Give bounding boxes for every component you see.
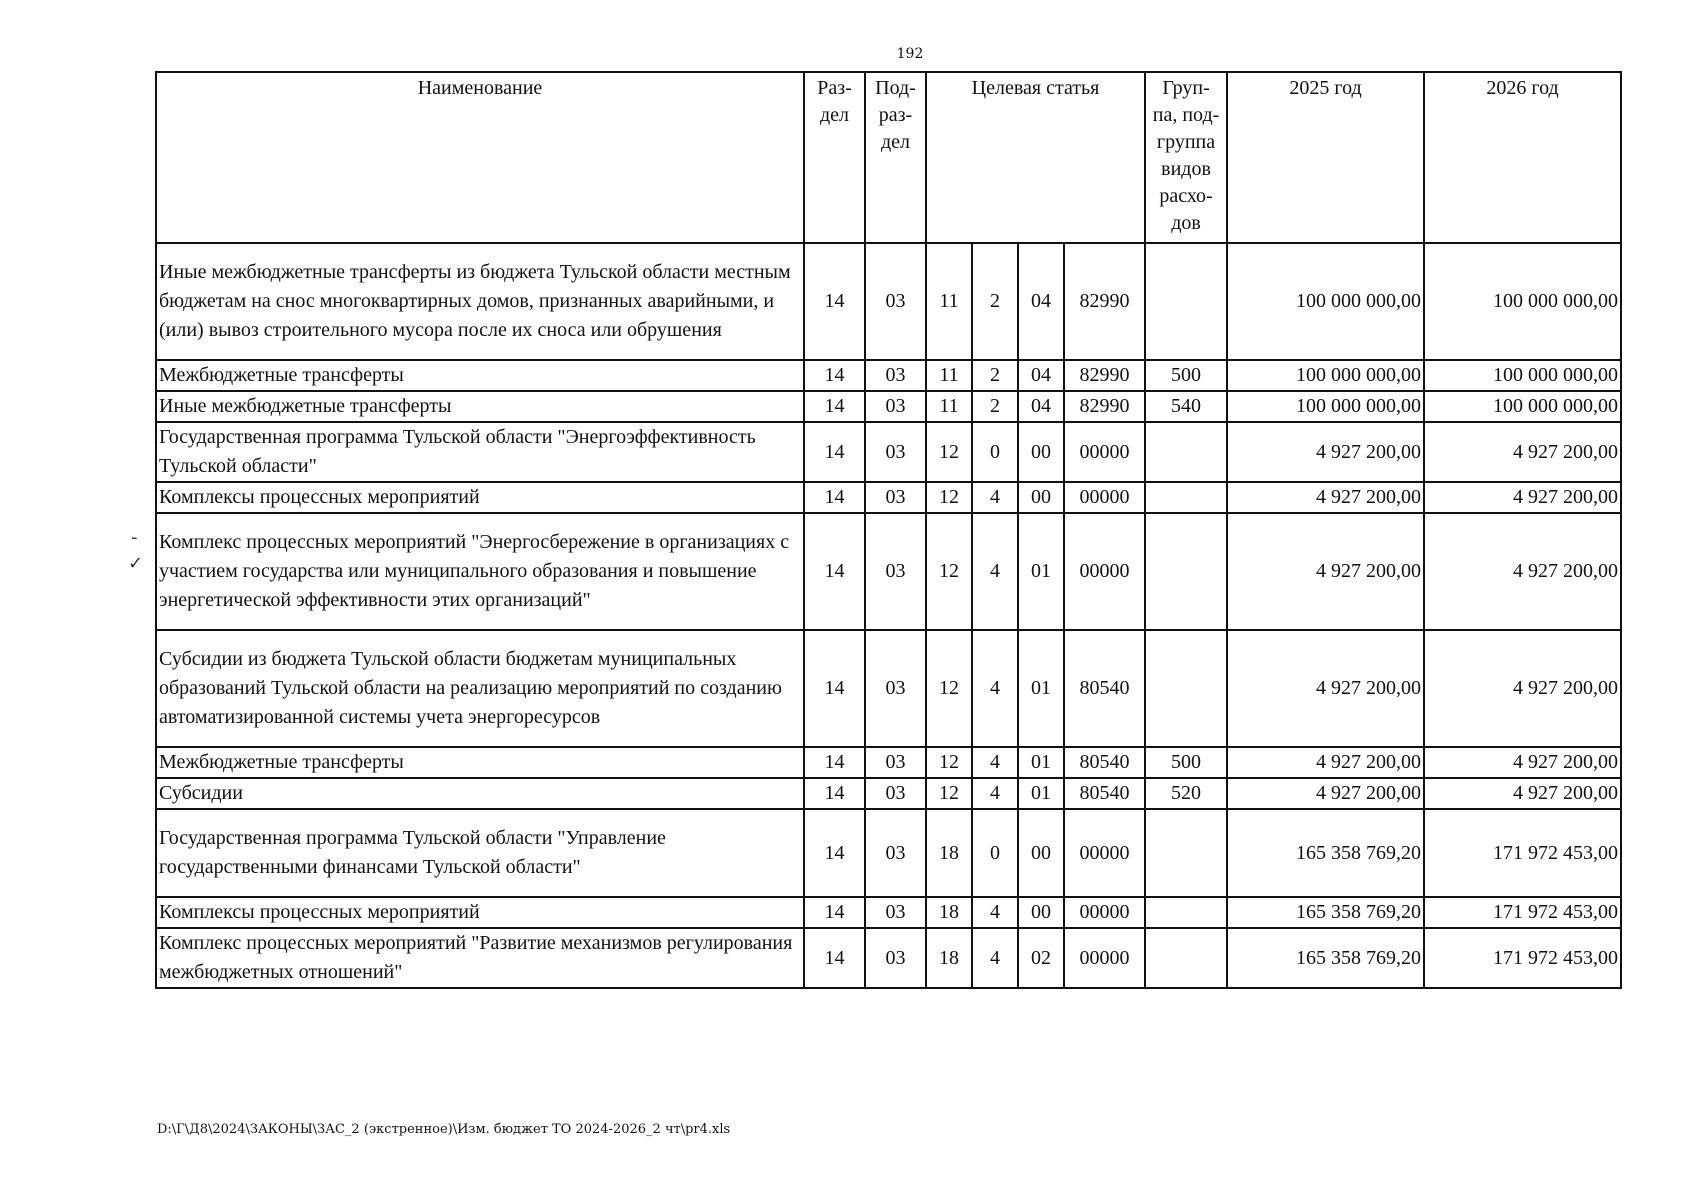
- cell-section: 14: [804, 747, 865, 778]
- cell-target-program: 18: [926, 809, 972, 897]
- table-row: [156, 243, 1621, 360]
- cell-name: Комплексы процессных мероприятий: [156, 482, 804, 513]
- cell-amount-2025: 4 927 200,00: [1227, 482, 1424, 513]
- cell-amount-2026: 4 927 200,00: [1424, 482, 1621, 513]
- cell-amount-2026: 171 972 453,00: [1424, 928, 1621, 988]
- cell-subsection: 03: [865, 482, 926, 513]
- cell-target-direction: 80540: [1064, 747, 1145, 778]
- header-subsection: Под- раз- дел: [865, 72, 926, 243]
- cell-target-direction: 80540: [1064, 630, 1145, 747]
- cell-target-type: 2: [972, 391, 1018, 422]
- cell-section: 14: [804, 630, 865, 747]
- cell-expense-group: 500: [1145, 360, 1227, 391]
- cell-section: 14: [804, 513, 865, 630]
- cell-subsection: 03: [865, 360, 926, 391]
- cell-target-type: 0: [972, 422, 1018, 482]
- cell-amount-2025: 165 358 769,20: [1227, 897, 1424, 928]
- cell-subsection: 03: [865, 747, 926, 778]
- table-row: [156, 897, 1621, 928]
- table-row: [156, 482, 1621, 513]
- cell-subsection: 03: [865, 928, 926, 988]
- cell-subsection: 03: [865, 809, 926, 897]
- cell-subsection: 03: [865, 778, 926, 809]
- cell-target-type: 2: [972, 360, 1018, 391]
- cell-section: 14: [804, 422, 865, 482]
- cell-subsection: 03: [865, 243, 926, 360]
- cell-amount-2026: 4 927 200,00: [1424, 778, 1621, 809]
- cell-target-direction: 00000: [1064, 513, 1145, 630]
- cell-target-subprogram: 01: [1018, 747, 1064, 778]
- cell-target-type: 4: [972, 778, 1018, 809]
- table-row: [156, 809, 1621, 897]
- cell-section: 14: [804, 482, 865, 513]
- cell-section: 14: [804, 897, 865, 928]
- cell-target-direction: 82990: [1064, 391, 1145, 422]
- cell-target-program: 11: [926, 360, 972, 391]
- page-number: 192: [896, 46, 924, 62]
- cell-expense-group: [1145, 897, 1227, 928]
- cell-expense-group: [1145, 630, 1227, 747]
- table-row: [156, 391, 1621, 422]
- cell-name: Иные межбюджетные трансферты из бюджета Тульской области местным бюджетам на снос многоквартирных домов, признанных аварийными, и (или) вывоз строительного мусора после их сноса или обрушения: [156, 243, 804, 360]
- cell-target-subprogram: 00: [1018, 809, 1064, 897]
- cell-amount-2026: 4 927 200,00: [1424, 747, 1621, 778]
- cell-amount-2025: 4 927 200,00: [1227, 630, 1424, 747]
- cell-name: Комплекс процессных мероприятий "Развитие механизмов регулирования межбюджетных отношений": [156, 928, 804, 988]
- cell-target-subprogram: 04: [1018, 391, 1064, 422]
- cell-target-program: 18: [926, 897, 972, 928]
- cell-target-subprogram: 00: [1018, 422, 1064, 482]
- cell-amount-2026: 100 000 000,00: [1424, 243, 1621, 360]
- cell-target-type: 4: [972, 897, 1018, 928]
- cell-target-subprogram: 02: [1018, 928, 1064, 988]
- table-row: [156, 747, 1621, 778]
- cell-target-direction: 00000: [1064, 897, 1145, 928]
- cell-target-type: 0: [972, 809, 1018, 897]
- table-row: [156, 513, 1621, 630]
- cell-section: 14: [804, 391, 865, 422]
- cell-name: Межбюджетные трансферты: [156, 360, 804, 391]
- margin-mark-check: ✓: [128, 553, 144, 574]
- header-target-article: Целевая статья: [926, 72, 1145, 243]
- cell-amount-2025: 4 927 200,00: [1227, 422, 1424, 482]
- cell-target-direction: 00000: [1064, 809, 1145, 897]
- cell-subsection: 03: [865, 391, 926, 422]
- cell-target-subprogram: 04: [1018, 243, 1064, 360]
- cell-amount-2025: 100 000 000,00: [1227, 360, 1424, 391]
- cell-subsection: 03: [865, 897, 926, 928]
- cell-section: 14: [804, 360, 865, 391]
- cell-target-subprogram: 01: [1018, 630, 1064, 747]
- cell-expense-group: 520: [1145, 778, 1227, 809]
- cell-target-program: 12: [926, 630, 972, 747]
- cell-amount-2026: 171 972 453,00: [1424, 897, 1621, 928]
- cell-section: 14: [804, 778, 865, 809]
- cell-target-type: 4: [972, 630, 1018, 747]
- cell-target-program: 12: [926, 422, 972, 482]
- cell-section: 14: [804, 243, 865, 360]
- cell-amount-2026: 100 000 000,00: [1424, 391, 1621, 422]
- cell-subsection: 03: [865, 630, 926, 747]
- table-body: [156, 243, 1621, 988]
- cell-name: Иные межбюджетные трансферты: [156, 391, 804, 422]
- cell-amount-2025: 4 927 200,00: [1227, 778, 1424, 809]
- cell-target-subprogram: 00: [1018, 482, 1064, 513]
- cell-target-program: 12: [926, 513, 972, 630]
- cell-amount-2025: 100 000 000,00: [1227, 391, 1424, 422]
- cell-amount-2025: 4 927 200,00: [1227, 513, 1424, 630]
- cell-amount-2025: 165 358 769,20: [1227, 809, 1424, 897]
- cell-amount-2026: 4 927 200,00: [1424, 630, 1621, 747]
- cell-target-program: 11: [926, 243, 972, 360]
- cell-target-type: 4: [972, 747, 1018, 778]
- cell-name: Субсидии: [156, 778, 804, 809]
- cell-target-program: 12: [926, 747, 972, 778]
- cell-amount-2025: 165 358 769,20: [1227, 928, 1424, 988]
- table-row: [156, 422, 1621, 482]
- header-year-2025: 2025 год: [1227, 72, 1424, 243]
- cell-target-type: 4: [972, 928, 1018, 988]
- table-row: [156, 778, 1621, 809]
- cell-target-program: 11: [926, 391, 972, 422]
- cell-name: Межбюджетные трансферты: [156, 747, 804, 778]
- cell-target-direction: 00000: [1064, 422, 1145, 482]
- header-row: [156, 72, 1621, 243]
- cell-expense-group: [1145, 809, 1227, 897]
- cell-amount-2025: 100 000 000,00: [1227, 243, 1424, 360]
- cell-section: 14: [804, 809, 865, 897]
- cell-expense-group: [1145, 928, 1227, 988]
- cell-target-type: 2: [972, 243, 1018, 360]
- cell-section: 14: [804, 928, 865, 988]
- cell-expense-group: 540: [1145, 391, 1227, 422]
- cell-amount-2026: 4 927 200,00: [1424, 513, 1621, 630]
- cell-expense-group: [1145, 243, 1227, 360]
- cell-target-direction: 00000: [1064, 482, 1145, 513]
- budget-table: [155, 71, 1622, 989]
- cell-subsection: 03: [865, 422, 926, 482]
- cell-name: Государственная программа Тульской области "Управление государственными финансами Тульской области": [156, 809, 804, 897]
- cell-expense-group: [1145, 482, 1227, 513]
- cell-name: Комплексы процессных мероприятий: [156, 897, 804, 928]
- cell-target-direction: 82990: [1064, 243, 1145, 360]
- cell-target-type: 4: [972, 482, 1018, 513]
- cell-target-program: 12: [926, 778, 972, 809]
- header-section: Раз- дел: [804, 72, 865, 243]
- header-name: Наименование: [156, 72, 804, 243]
- cell-target-direction: 00000: [1064, 928, 1145, 988]
- cell-amount-2026: 171 972 453,00: [1424, 809, 1621, 897]
- table-row: [156, 360, 1621, 391]
- cell-target-direction: 82990: [1064, 360, 1145, 391]
- cell-amount-2025: 4 927 200,00: [1227, 747, 1424, 778]
- cell-subsection: 03: [865, 513, 926, 630]
- cell-target-subprogram: 01: [1018, 513, 1064, 630]
- cell-name: Субсидии из бюджета Тульской области бюджетам муниципальных образований Тульской области на реализацию мероприятий по созданию автоматизированной системы учета энергоресурсов: [156, 630, 804, 747]
- cell-expense-group: [1145, 513, 1227, 630]
- cell-amount-2026: 100 000 000,00: [1424, 360, 1621, 391]
- cell-name: Государственная программа Тульской области "Энергоэффективность Тульской области": [156, 422, 804, 482]
- margin-mark-dash: -: [131, 527, 138, 548]
- cell-name: Комплекс процессных мероприятий "Энергосбережение в организациях с участием государства или муниципального образования и повышение энергетической эффективности этих организаций": [156, 513, 804, 630]
- cell-target-program: 18: [926, 928, 972, 988]
- cell-target-subprogram: 01: [1018, 778, 1064, 809]
- cell-target-type: 4: [972, 513, 1018, 630]
- cell-target-subprogram: 04: [1018, 360, 1064, 391]
- header-year-2026: 2026 год: [1424, 72, 1621, 243]
- cell-target-subprogram: 00: [1018, 897, 1064, 928]
- cell-expense-group: [1145, 422, 1227, 482]
- cell-target-program: 12: [926, 482, 972, 513]
- cell-target-direction: 80540: [1064, 778, 1145, 809]
- footer-file-path: D:\Г\Д8\2024\ЗАКОНЫ\ЗАС_2 (экстренное)\Изм. бюджет ТО 2024-2026_2 чт\pr4.xls: [157, 1122, 731, 1137]
- header-expense-group: Груп- па, под- группа видов расхо- дов: [1145, 72, 1227, 243]
- table-row: [156, 928, 1621, 988]
- cell-amount-2026: 4 927 200,00: [1424, 422, 1621, 482]
- table-row: [156, 630, 1621, 747]
- cell-expense-group: 500: [1145, 747, 1227, 778]
